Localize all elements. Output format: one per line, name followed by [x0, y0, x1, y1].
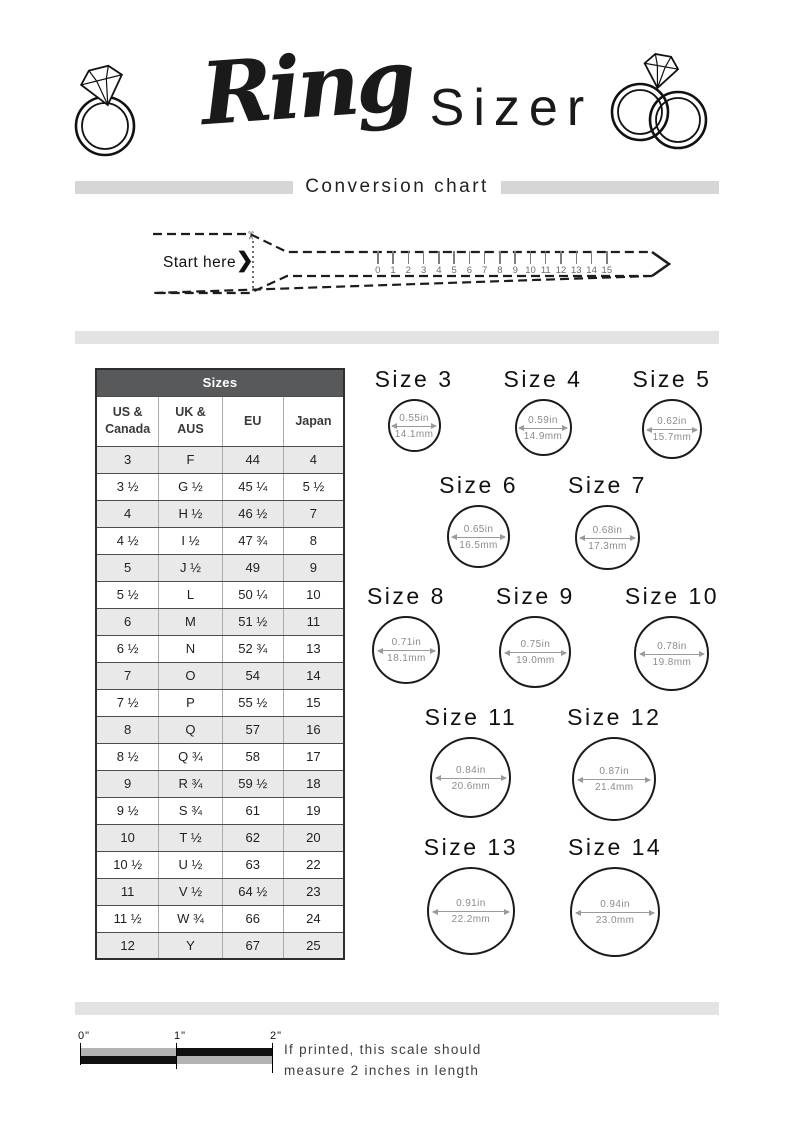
- table-title: Sizes: [96, 369, 344, 396]
- start-here-label: Start here: [163, 254, 237, 271]
- subtitle-row: [75, 176, 719, 198]
- table-cell: 5 ½: [96, 581, 159, 608]
- ring-size-circle: [427, 867, 515, 955]
- diameter-inches: 0.65in: [463, 523, 494, 535]
- ring-size-circle: [575, 505, 640, 570]
- strip-tick: [438, 251, 440, 264]
- ring-size-label: Size 14: [568, 834, 663, 860]
- table-cell: 25: [283, 932, 344, 959]
- strip-tick: [392, 251, 394, 264]
- table-cell: G ½: [159, 473, 222, 500]
- table-cell: 9: [96, 770, 159, 797]
- strip-tick: [469, 251, 471, 264]
- table-cell: 20: [283, 824, 344, 851]
- table-cell: 11 ½: [96, 905, 159, 932]
- strip-tick-label: 2: [405, 265, 411, 276]
- table-row: [96, 770, 344, 797]
- diameter-inches: 0.71in: [391, 637, 422, 648]
- table-cell: 22: [283, 851, 344, 878]
- column-header-uk-aus: UK & AUS: [159, 396, 222, 446]
- scale-tick-label: 2": [270, 1030, 283, 1042]
- table-cell: 9: [283, 554, 344, 581]
- table-cell: 58: [222, 743, 283, 770]
- ring-size-label: Size 6: [439, 472, 518, 498]
- table-cell: V ½: [159, 878, 222, 905]
- table-row: [96, 554, 344, 581]
- diameter-inches: 0.94in: [600, 899, 630, 910]
- table-cell: 66: [222, 905, 283, 932]
- strip-tick: [530, 251, 532, 264]
- title-script-word: Ring: [197, 29, 415, 146]
- strip-tick-label: 4: [436, 265, 442, 276]
- ring-size-label: Size 8: [366, 583, 446, 609]
- size-circle-row: [425, 704, 662, 821]
- table-cell: P: [159, 689, 222, 716]
- ring-sizer-strip: [148, 228, 683, 306]
- strip-tick-label: 13: [571, 265, 582, 276]
- diameter-arrow: [519, 428, 567, 429]
- scale-tick: [272, 1043, 273, 1073]
- table-cell: 14: [283, 662, 344, 689]
- ring-size-item: [504, 366, 583, 456]
- table-cell: 16: [283, 716, 344, 743]
- table-cell: Y: [159, 932, 222, 959]
- strip-tick: [560, 251, 562, 264]
- table-cell: 5: [96, 554, 159, 581]
- column-header-japan: Japan: [283, 396, 344, 446]
- ring-size-circles: [368, 366, 718, 970]
- separator-bar-top: [75, 331, 719, 344]
- ring-size-circle: [388, 399, 441, 452]
- diameter-inches: 0.78in: [657, 640, 687, 652]
- table-cell: 19: [283, 797, 344, 824]
- diameter-inches: 0.75in: [520, 639, 551, 650]
- table-cell: 63: [222, 851, 283, 878]
- diameter-inches: 0.55in: [399, 412, 429, 424]
- scale-note-line2: measure 2 inches in length: [284, 1062, 480, 1078]
- interlocked-rings-icon: [598, 50, 716, 155]
- diameter-inches: 0.59in: [528, 414, 558, 426]
- subtitle-bar-left: [75, 181, 293, 194]
- table-row: [96, 905, 344, 932]
- strip-tick: [423, 251, 425, 264]
- table-cell: 11: [283, 608, 344, 635]
- table-cell: H ½: [159, 500, 222, 527]
- table-cell: R ¾: [159, 770, 222, 797]
- table-cell: 46 ½: [222, 500, 283, 527]
- diameter-arrow: [580, 538, 635, 539]
- table-cell: 67: [222, 932, 283, 959]
- table-row: [96, 824, 344, 851]
- table-header-row: [96, 396, 344, 446]
- table-cell: 3 ½: [96, 473, 159, 500]
- ring-size-item: [367, 583, 446, 684]
- size-circle-row: [424, 834, 662, 957]
- ring-size-label: Size 5: [632, 366, 712, 392]
- table-row: [96, 689, 344, 716]
- table-cell: 64 ½: [222, 878, 283, 905]
- table-cell: J ½: [159, 554, 222, 581]
- table-row: [96, 932, 344, 959]
- ring-size-circle: [642, 399, 702, 459]
- table-row: [96, 446, 344, 473]
- ring-size-circle: [499, 616, 571, 688]
- size-circle-row: [367, 583, 719, 691]
- table-cell: 8: [96, 716, 159, 743]
- ring-size-item: [375, 366, 454, 452]
- ring-size-circle: [372, 616, 440, 684]
- diameter-inches: 0.84in: [456, 764, 486, 776]
- scale-tick: [80, 1043, 81, 1065]
- table-row: [96, 608, 344, 635]
- size-conversion-table: [95, 368, 345, 960]
- table-cell: 17: [283, 743, 344, 770]
- scale-tick-label: 1": [174, 1030, 187, 1042]
- strip-tick: [514, 251, 516, 264]
- strip-tick-label: 6: [466, 265, 473, 276]
- table-row: [96, 473, 344, 500]
- diameter-mm: 19.8mm: [652, 656, 692, 668]
- diameter-mm: 14.9mm: [523, 430, 563, 442]
- table-row: [96, 635, 344, 662]
- table-cell: 6: [96, 608, 159, 635]
- table-cell: 45 ¼: [222, 473, 283, 500]
- diameter-inches: 0.87in: [599, 766, 630, 777]
- strip-tick: [591, 251, 593, 264]
- strip-tick-label: 9: [512, 265, 518, 276]
- diameter-arrow: [640, 654, 704, 655]
- strip-tick: [576, 251, 578, 264]
- strip-tick-label: 3: [420, 265, 427, 276]
- table-row: [96, 527, 344, 554]
- diameter-mm: 20.6mm: [451, 780, 491, 792]
- table-cell: F: [159, 446, 222, 473]
- size-circle-row: [439, 472, 647, 570]
- ring-size-item: [568, 472, 647, 570]
- separator-bar-bottom: [75, 1002, 719, 1015]
- diameter-arrow: [576, 912, 653, 913]
- table-cell: 4 ½: [96, 527, 159, 554]
- ring-size-label: Size 13: [423, 834, 518, 860]
- table-cell: 61: [222, 797, 283, 824]
- scale-segment: [176, 1056, 272, 1064]
- diameter-inches: 0.62in: [657, 416, 687, 427]
- table-row: [96, 743, 344, 770]
- diameter-mm: 23.0mm: [595, 915, 635, 926]
- table-cell: 50 ¼: [222, 581, 283, 608]
- strip-tick-label: 7: [482, 265, 488, 276]
- subtitle-text: Conversion chart: [305, 176, 489, 197]
- table-row: [96, 851, 344, 878]
- diameter-mm: 14.1mm: [394, 428, 434, 440]
- diameter-mm: 17.3mm: [588, 540, 627, 552]
- strip-tick-label: 15: [601, 265, 613, 276]
- scissors-cut-icon: ✂: [244, 230, 257, 241]
- ring-size-label: Size 10: [624, 583, 720, 609]
- table-row: [96, 797, 344, 824]
- scale-segment: [176, 1048, 272, 1056]
- ring-size-item: [567, 704, 661, 821]
- diameter-arrow: [647, 429, 697, 430]
- strip-tick: [606, 251, 608, 264]
- strip-tick-label: 11: [540, 265, 551, 276]
- table-cell: 7: [283, 500, 344, 527]
- table-cell: 3: [96, 446, 159, 473]
- table-cell: 18: [283, 770, 344, 797]
- ring-size-item: [496, 583, 575, 688]
- scale-note-line1: If printed, this scale should: [284, 1042, 482, 1057]
- table-cell: 10: [96, 824, 159, 851]
- print-scale-ruler: [80, 1030, 720, 1090]
- table-cell: Q ¾: [159, 743, 222, 770]
- diameter-arrow: [378, 650, 436, 651]
- strip-tick-label: 5: [451, 265, 457, 276]
- diameter-mm: 21.4mm: [594, 782, 634, 793]
- table-cell: 7: [96, 662, 159, 689]
- table-cell: 6 ½: [96, 635, 159, 662]
- table-cell: U ½: [159, 851, 222, 878]
- table-row: [96, 581, 344, 608]
- table-cell: 8 ½: [96, 743, 159, 770]
- subtitle-bar-right: [501, 181, 719, 194]
- diameter-inches: 0.91in: [456, 898, 486, 909]
- ring-size-label: Size 4: [503, 366, 583, 392]
- diameter-mm: 16.5mm: [459, 539, 498, 551]
- table-row: [96, 662, 344, 689]
- table-row: [96, 878, 344, 905]
- strip-tick-label: 12: [555, 265, 567, 276]
- ring-size-item: [632, 366, 711, 459]
- table-cell: 9 ½: [96, 797, 159, 824]
- scale-tick: [176, 1043, 177, 1069]
- table-cell: M: [159, 608, 222, 635]
- table-cell: I ½: [159, 527, 222, 554]
- table-cell: 47 ¾: [222, 527, 283, 554]
- ring-size-item: [568, 834, 662, 957]
- strip-tick: [453, 251, 455, 264]
- diameter-mm: 22.2mm: [451, 914, 491, 925]
- table-cell: 8: [283, 527, 344, 554]
- strip-tick: [545, 251, 547, 264]
- diameter-arrow: [392, 426, 436, 427]
- table-cell: Q: [159, 716, 222, 743]
- diameter-mm: 18.1mm: [387, 653, 426, 664]
- scale-segment: [80, 1048, 176, 1056]
- table-cell: 52 ¾: [222, 635, 283, 662]
- column-header-eu: EU: [222, 396, 283, 446]
- table-cell: S ¾: [159, 797, 222, 824]
- ring-size-circle: [515, 399, 572, 456]
- table-cell: 57: [222, 716, 283, 743]
- table-cell: 7 ½: [96, 689, 159, 716]
- strip-tick-label: 10: [525, 265, 536, 276]
- ring-size-circle: [430, 737, 511, 818]
- ring-size-label: Size 11: [424, 704, 518, 730]
- ring-size-label: Size 7: [568, 472, 647, 498]
- strip-tick-label: 0: [375, 265, 381, 276]
- scale-note: [284, 1040, 482, 1082]
- table-cell: 44: [222, 446, 283, 473]
- size-circle-row: [375, 366, 712, 459]
- table-cell: 12: [96, 932, 159, 959]
- table-cell: 13: [283, 635, 344, 662]
- title-main-word: Sizer: [429, 79, 594, 137]
- ring-size-circle: [447, 505, 510, 568]
- diameter-arrow: [578, 779, 650, 780]
- ring-size-item: [424, 834, 518, 955]
- strip-tick: [408, 251, 410, 264]
- ring-size-circle: [634, 616, 709, 691]
- ring-size-circle: [570, 867, 660, 957]
- strip-tick: [484, 251, 486, 264]
- scale-tick-label: 0": [78, 1030, 91, 1042]
- ring-size-item: [625, 583, 719, 691]
- diameter-mm: 19.0mm: [516, 655, 555, 666]
- table-cell: T ½: [159, 824, 222, 851]
- diameter-arrow: [452, 537, 505, 538]
- diameter-arrow: [436, 778, 505, 779]
- diameter-mm: 15.7mm: [652, 432, 692, 443]
- table-cell: 59 ½: [222, 770, 283, 797]
- table-cell: 55 ½: [222, 689, 283, 716]
- start-here-arrow-icon: ❯: [236, 249, 254, 272]
- column-header-us-canada: US & Canada: [96, 396, 159, 446]
- table-cell: W ¾: [159, 905, 222, 932]
- ring-size-label: Size 12: [567, 704, 662, 730]
- diameter-arrow: [505, 652, 566, 653]
- table-cell: 4: [96, 500, 159, 527]
- ring-size-label: Size 9: [495, 583, 575, 609]
- table-cell: N: [159, 635, 222, 662]
- table-cell: 51 ½: [222, 608, 283, 635]
- ring-size-label: Size 3: [374, 366, 454, 392]
- strip-tick-label: 8: [497, 265, 503, 276]
- strip-tick: [499, 251, 501, 264]
- table-cell: 4: [283, 446, 344, 473]
- diameter-inches: 0.68in: [592, 524, 623, 536]
- scale-segment: [80, 1056, 176, 1064]
- table-row: [96, 716, 344, 743]
- strip-tick-label: 1: [390, 265, 396, 276]
- table-cell: 15: [283, 689, 344, 716]
- ring-size-circle: [572, 737, 656, 821]
- table-cell: 11: [96, 878, 159, 905]
- table-cell: 54: [222, 662, 283, 689]
- strip-tick: [377, 251, 379, 264]
- table-cell: 5 ½: [283, 473, 344, 500]
- table-cell: O: [159, 662, 222, 689]
- table-cell: L: [159, 581, 222, 608]
- table-title-row: [96, 369, 344, 396]
- ring-size-item: [425, 704, 518, 818]
- table-cell: 49: [222, 554, 283, 581]
- table-cell: 62: [222, 824, 283, 851]
- table-cell: 10: [283, 581, 344, 608]
- strip-tick-label: 14: [586, 265, 597, 276]
- diameter-arrow: [433, 911, 509, 912]
- table-cell: 10 ½: [96, 851, 159, 878]
- table-cell: 23: [283, 878, 344, 905]
- ring-size-item: [439, 472, 518, 568]
- table-row: [96, 500, 344, 527]
- table-cell: 24: [283, 905, 344, 932]
